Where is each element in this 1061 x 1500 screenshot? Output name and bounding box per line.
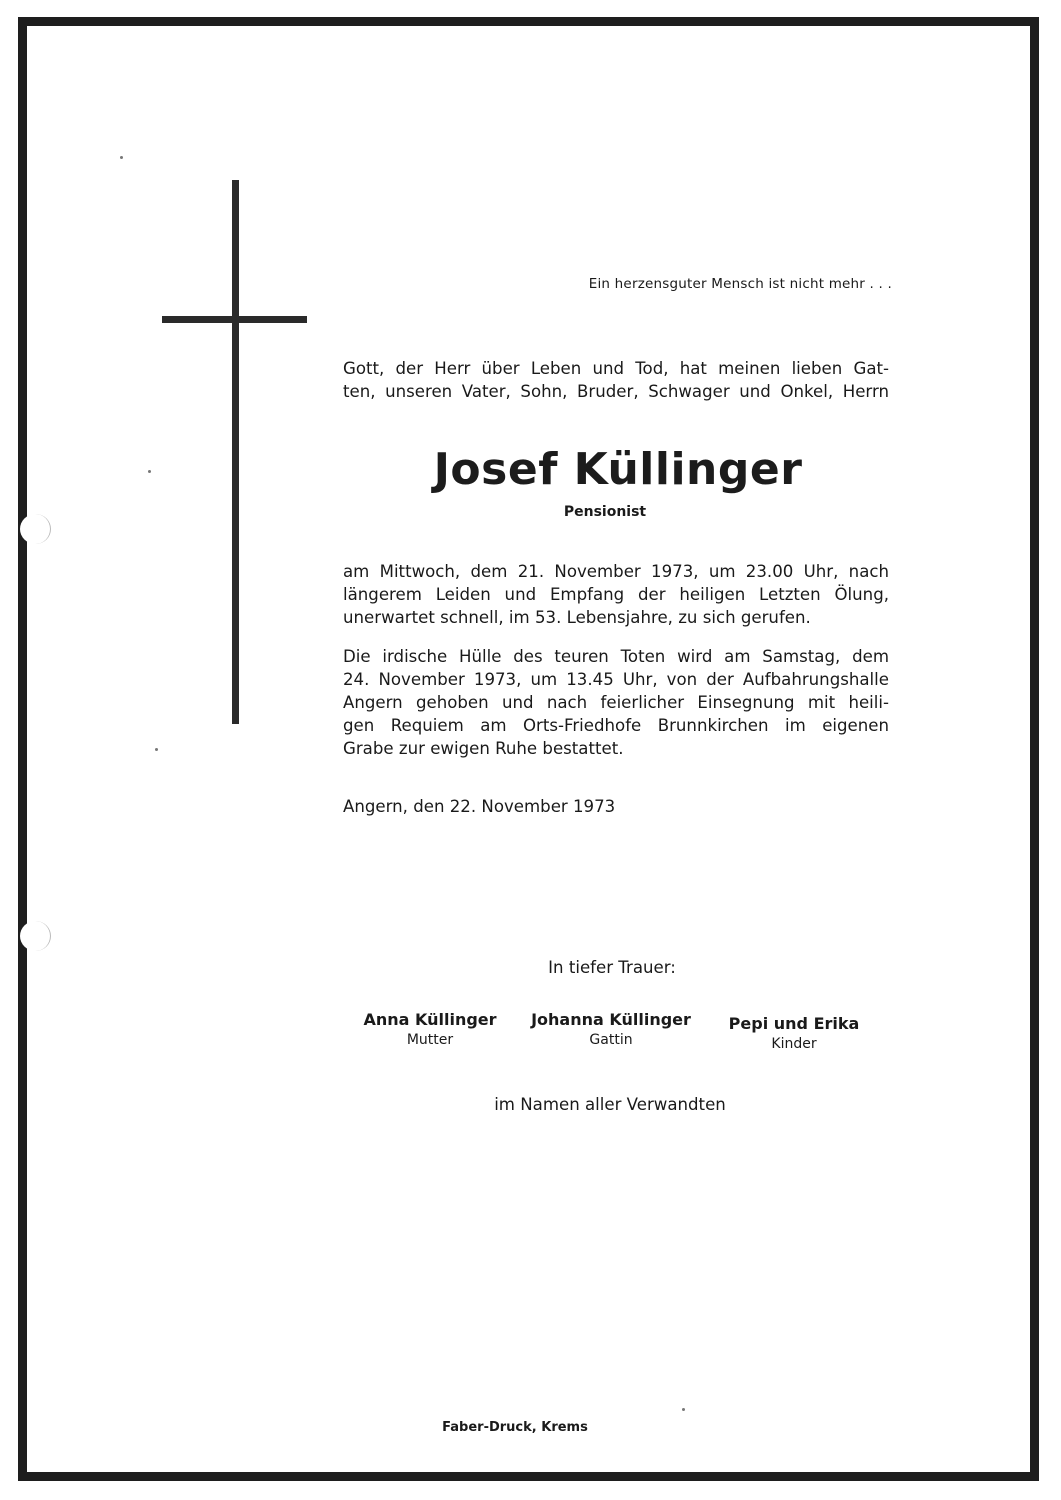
funeral-paragraph — [343, 645, 889, 760]
mourner-children — [694, 1014, 894, 1054]
funeral-line: Grabe zur ewigen Ruhe bestattet. — [343, 739, 624, 758]
mourner-mother — [330, 1010, 530, 1050]
mourning-label: In tiefer Trauer: — [548, 958, 676, 977]
mourner-wife — [511, 1010, 711, 1050]
intro-line: Gott, der Herr über Leben und Tod, hat meinen lieben Gat- — [343, 359, 889, 378]
funeral-line: Die irdische Hülle des teuren Toten wird am Samstag, dem — [343, 647, 889, 666]
paper-speck — [155, 748, 158, 751]
mourner-name: Anna Küllinger — [363, 1010, 497, 1029]
motto: Ein herzensguter Mensch ist nicht mehr . . . — [588, 276, 892, 292]
circumstances-line: unerwartet schnell, im 53. Lebensjahre, zu sich gerufen. — [343, 608, 811, 627]
mourner-relation: Gattin — [589, 1032, 633, 1048]
deceased-name: Josef Küllinger — [433, 444, 803, 495]
printer-credit: Faber-Druck, Krems — [442, 1420, 588, 1435]
mourner-name: Johanna Küllinger — [531, 1010, 691, 1029]
paper-speck — [682, 1408, 685, 1411]
paper-speck — [120, 156, 123, 159]
paper-speck — [148, 470, 151, 473]
funeral-line: 24. November 1973, um 13.45 Uhr, von der Aufbahrungshalle — [343, 670, 889, 689]
mourner-relation: Mutter — [406, 1032, 454, 1048]
intro-line: ten, unseren Vater, Sohn, Bruder, Schwager und Onkel, Herrn — [343, 382, 889, 401]
punch-hole-bottom — [20, 921, 51, 951]
deceased-title: Pensionist — [563, 504, 647, 520]
funeral-line: gen Requiem am Orts-Friedhofe Brunnkirchen im eigenen — [343, 716, 889, 735]
punch-hole-top — [20, 514, 51, 544]
place-date: Angern, den 22. November 1973 — [343, 797, 616, 816]
cross-horizontal-beam — [162, 316, 307, 323]
mourner-relation: Kinder — [771, 1036, 817, 1052]
funeral-line: Angern gehoben und nach feierlicher Einsegnung mit heili- — [343, 693, 889, 712]
circumstances-line: am Mittwoch, dem 21. November 1973, um 23.00 Uhr, nach — [343, 562, 889, 581]
circumstances-line: längerem Leiden und Empfang der heiligen Letzten Ölung, — [343, 585, 889, 604]
circumstances-paragraph — [343, 560, 889, 629]
closing-line: im Namen aller Verwandten — [494, 1095, 726, 1114]
cross-vertical-beam — [232, 180, 239, 724]
intro-paragraph — [343, 357, 889, 403]
mourner-name: Pepi und Erika — [728, 1014, 860, 1033]
